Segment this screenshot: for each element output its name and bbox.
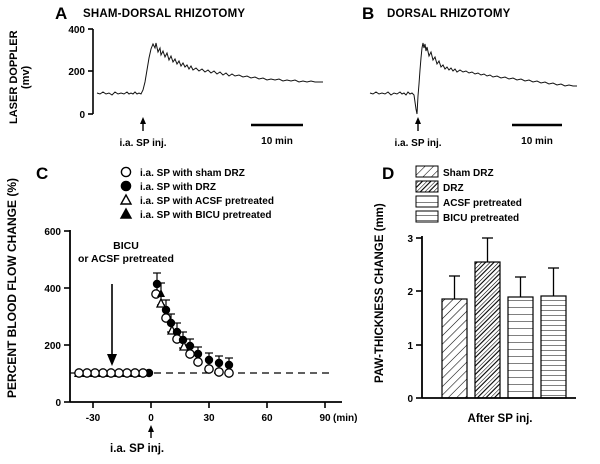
panel-c-annotation bbox=[78, 240, 174, 266]
panel-b-injection-label: i.a. SP inj. bbox=[394, 138, 442, 149]
panel-c bbox=[30, 160, 370, 460]
panel-c-xtick-60: 60 bbox=[261, 413, 273, 424]
legend-marker-open-triangle bbox=[121, 195, 131, 204]
panel-d-ytick-3: 3 bbox=[407, 234, 413, 245]
panel-d-ytick-0: 0 bbox=[407, 394, 413, 405]
panel-d-ytick-2: 2 bbox=[407, 287, 413, 298]
panel-a-trace bbox=[97, 43, 323, 95]
panel-c-xunit: (min) bbox=[333, 413, 358, 424]
panel-c-xlabel: i.a. SP inj. bbox=[110, 443, 165, 455]
panel-d-xlabel: After SP inj. bbox=[467, 413, 533, 425]
panel-c-xtick-30: 30 bbox=[203, 413, 215, 424]
panel-a-letter: A bbox=[55, 4, 68, 23]
panel-a-ytick-0: 0 bbox=[79, 110, 85, 121]
legend-marker-open-circle bbox=[121, 167, 130, 176]
panel-b-trace bbox=[370, 43, 577, 114]
panel-a bbox=[55, 4, 345, 149]
panel-a-ytick-400: 400 bbox=[68, 25, 85, 36]
panel-c-annotation-line1: BICU bbox=[113, 240, 139, 252]
panel-d-legend-label-2: ACSF pretreated bbox=[443, 198, 522, 209]
legend-marker-filled-circle bbox=[121, 181, 130, 190]
panel-d-ytick-1: 1 bbox=[407, 341, 413, 352]
panel-c-ytick-400: 400 bbox=[44, 284, 61, 295]
panel-d-letter: D bbox=[382, 164, 395, 183]
bar-sham-drz bbox=[442, 299, 467, 398]
panel-a-plot bbox=[55, 24, 345, 159]
panel-d-legend-label-0: Sham DRZ bbox=[443, 168, 494, 179]
panel-d-ylabel: PAW-THICKNESS CHANGE (mm) bbox=[374, 203, 386, 383]
panel-b-plot bbox=[362, 24, 597, 159]
panel-d-bars bbox=[442, 262, 566, 398]
panel-a-scale-label: 10 min bbox=[261, 136, 293, 147]
panel-d-errorbars bbox=[449, 238, 559, 299]
panel-d-plot bbox=[380, 160, 595, 435]
panel-b bbox=[362, 4, 597, 149]
panel-c-response-markers bbox=[152, 280, 233, 377]
panel-d-legend-label-1: DRZ bbox=[443, 183, 464, 194]
legend-label-1: i.a. SP with DRZ bbox=[140, 182, 216, 193]
legend-label-0: i.a. SP with sham DRZ bbox=[140, 168, 245, 179]
panel-c-xtick--30: -30 bbox=[85, 413, 101, 424]
panel-a-ytick-200: 200 bbox=[68, 67, 85, 78]
legend-marker-filled-triangle bbox=[121, 209, 131, 218]
panel-c-legend bbox=[118, 164, 348, 220]
bar-bicu bbox=[541, 296, 566, 398]
panel-b-scale-label: 10 min bbox=[521, 136, 553, 147]
panel-d bbox=[380, 160, 595, 440]
panel-c-ylabel: PERCENT BLOOD FLOW CHANGE (%) bbox=[5, 178, 19, 398]
panel-c-ytick-600: 600 bbox=[44, 227, 61, 238]
panel-b-letter: B bbox=[362, 4, 375, 23]
panel-c-letter: C bbox=[36, 164, 49, 183]
panel-c-ytick-200: 200 bbox=[44, 341, 61, 352]
panel-d-legend bbox=[416, 166, 522, 224]
panel-c-ytick-0: 0 bbox=[55, 398, 61, 409]
panel-c-annotation-line2: or ACSF pretreated bbox=[78, 253, 174, 266]
legend-label-3: i.a. SP with BICU pretreated bbox=[140, 210, 272, 221]
panel-a-ylabel: LASER DOPPLER (mv) bbox=[8, 30, 33, 125]
legend-label-2: i.a. SP with ACSF pretreated bbox=[140, 196, 274, 207]
panel-a-title: SHAM-DORSAL RHIZOTOMY bbox=[83, 8, 246, 20]
bar-acsf bbox=[508, 297, 533, 398]
panel-d-legend-label-3: BICU pretreated bbox=[443, 213, 520, 224]
bar-drz bbox=[475, 262, 500, 398]
panel-c-xtick-0: 0 bbox=[148, 413, 154, 424]
panel-b-title: DORSAL RHIZOTOMY bbox=[387, 8, 511, 20]
panel-a-injection-label: i.a. SP inj. bbox=[119, 138, 167, 149]
panel-c-baseline-markers bbox=[74, 369, 153, 377]
panel-c-xtick-90: 90 bbox=[319, 413, 331, 424]
